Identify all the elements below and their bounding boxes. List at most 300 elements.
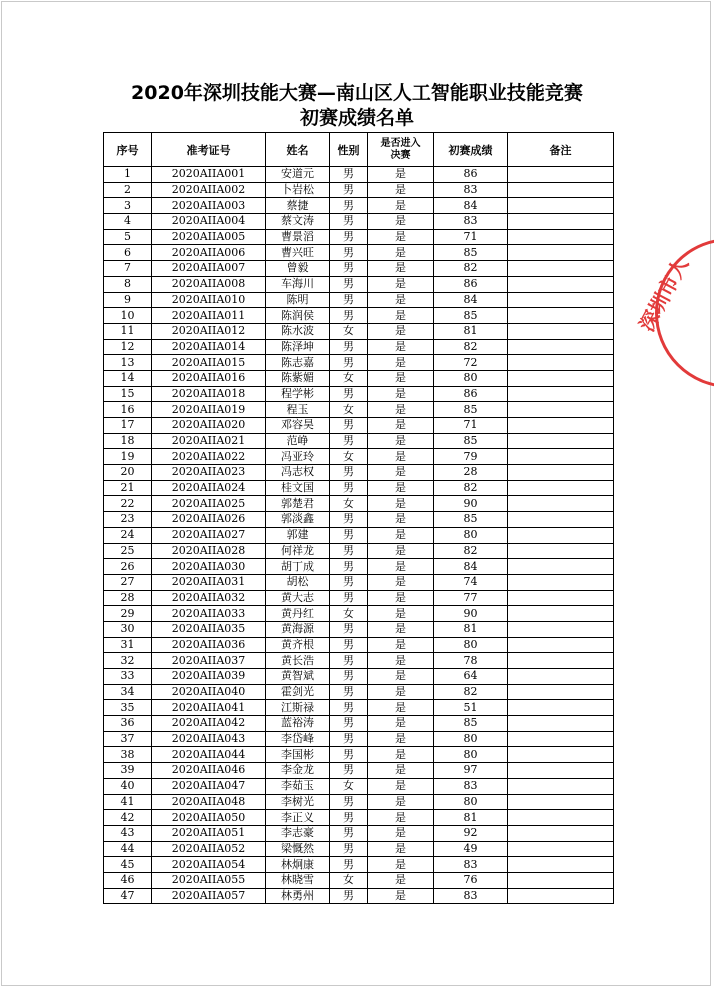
- cell-remark: [508, 543, 614, 559]
- cell-remark: [508, 182, 614, 198]
- cell-score: 49: [434, 841, 508, 857]
- cell-score: 85: [434, 716, 508, 732]
- cell-gender: 男: [330, 527, 368, 543]
- cell-gender: 女: [330, 449, 368, 465]
- cell-seq: 33: [104, 669, 152, 685]
- cell-seq: 43: [104, 825, 152, 841]
- cell-final: 是: [368, 794, 434, 810]
- cell-exam-id: 2020AIIA044: [152, 747, 266, 763]
- cell-final: 是: [368, 245, 434, 261]
- cell-name: 胡松: [266, 574, 330, 590]
- cell-score: 84: [434, 559, 508, 575]
- cell-seq: 12: [104, 339, 152, 355]
- cell-name: 陈紫媚: [266, 370, 330, 386]
- cell-score: 28: [434, 465, 508, 481]
- cell-score: 85: [434, 433, 508, 449]
- cell-exam-id: 2020AIIA040: [152, 684, 266, 700]
- cell-exam-id: 2020AIIA050: [152, 810, 266, 826]
- table-row: [104, 229, 614, 245]
- cell-seq: 10: [104, 308, 152, 324]
- cell-final: 是: [368, 214, 434, 230]
- cell-exam-id: 2020AIIA042: [152, 716, 266, 732]
- cell-final: 是: [368, 574, 434, 590]
- cell-final: 是: [368, 590, 434, 606]
- cell-exam-id: 2020AIIA047: [152, 778, 266, 794]
- cell-score: 76: [434, 872, 508, 888]
- cell-gender: 女: [330, 778, 368, 794]
- cell-final: 是: [368, 496, 434, 512]
- cell-seq: 9: [104, 292, 152, 308]
- cell-final: 是: [368, 323, 434, 339]
- cell-remark: [508, 763, 614, 779]
- cell-score: 78: [434, 653, 508, 669]
- table-row: [104, 527, 614, 543]
- cell-final: 是: [368, 621, 434, 637]
- table-row: [104, 418, 614, 434]
- cell-seq: 30: [104, 621, 152, 637]
- cell-final: 是: [368, 370, 434, 386]
- cell-exam-id: 2020AIIA008: [152, 276, 266, 292]
- cell-gender: 男: [330, 198, 368, 214]
- cell-final: 是: [368, 778, 434, 794]
- cell-seq: 4: [104, 214, 152, 230]
- cell-gender: 男: [330, 700, 368, 716]
- cell-seq: 34: [104, 684, 152, 700]
- cell-final: 是: [368, 872, 434, 888]
- cell-score: 82: [434, 543, 508, 559]
- table-row: [104, 763, 614, 779]
- cell-name: 李志豪: [266, 825, 330, 841]
- cell-seq: 25: [104, 543, 152, 559]
- cell-name: 陈润侯: [266, 308, 330, 324]
- document-subtitle: 初赛成绩名单: [299, 107, 414, 129]
- cell-exam-id: 2020AIIA023: [152, 465, 266, 481]
- cell-gender: 女: [330, 872, 368, 888]
- cell-gender: 男: [330, 276, 368, 292]
- cell-seq: 8: [104, 276, 152, 292]
- cell-remark: [508, 339, 614, 355]
- cell-exam-id: 2020AIIA016: [152, 370, 266, 386]
- table-row: [104, 825, 614, 841]
- cell-seq: 32: [104, 653, 152, 669]
- cell-gender: 男: [330, 167, 368, 183]
- table-row: [104, 747, 614, 763]
- cell-name: 桂文国: [266, 480, 330, 496]
- cell-final: 是: [368, 763, 434, 779]
- cell-name: 蔡捷: [266, 198, 330, 214]
- cell-remark: [508, 512, 614, 528]
- cell-score: 83: [434, 214, 508, 230]
- cell-exam-id: 2020AIIA033: [152, 606, 266, 622]
- cell-exam-id: 2020AIIA003: [152, 198, 266, 214]
- cell-seq: 42: [104, 810, 152, 826]
- cell-final: 是: [368, 700, 434, 716]
- cell-exam-id: 2020AIIA046: [152, 763, 266, 779]
- cell-remark: [508, 370, 614, 386]
- cell-exam-id: 2020AIIA011: [152, 308, 266, 324]
- cell-exam-id: 2020AIIA051: [152, 825, 266, 841]
- cell-seq: 46: [104, 872, 152, 888]
- cell-score: 71: [434, 418, 508, 434]
- cell-remark: [508, 308, 614, 324]
- cell-remark: [508, 276, 614, 292]
- cell-name: 蓝裕涛: [266, 716, 330, 732]
- cell-gender: 男: [330, 182, 368, 198]
- cell-final: 是: [368, 308, 434, 324]
- cell-remark: [508, 574, 614, 590]
- cell-remark: [508, 355, 614, 371]
- header-score: 初赛成绩: [434, 133, 508, 167]
- cell-name: 范峥: [266, 433, 330, 449]
- cell-gender: 男: [330, 433, 368, 449]
- cell-name: 蔡文涛: [266, 214, 330, 230]
- cell-exam-id: 2020AIIA018: [152, 386, 266, 402]
- table-row: [104, 198, 614, 214]
- cell-final: 是: [368, 261, 434, 277]
- cell-name: 李树光: [266, 794, 330, 810]
- cell-gender: 男: [330, 669, 368, 685]
- cell-seq: 26: [104, 559, 152, 575]
- cell-gender: 男: [330, 355, 368, 371]
- cell-score: 77: [434, 590, 508, 606]
- table-row: [104, 355, 614, 371]
- cell-score: 79: [434, 449, 508, 465]
- table-row: [104, 308, 614, 324]
- header-row: [104, 133, 614, 167]
- cell-gender: 男: [330, 810, 368, 826]
- cell-exam-id: 2020AIIA021: [152, 433, 266, 449]
- cell-name: 郭建: [266, 527, 330, 543]
- cell-gender: 男: [330, 480, 368, 496]
- cell-remark: [508, 700, 614, 716]
- cell-final: 是: [368, 559, 434, 575]
- table-row: [104, 480, 614, 496]
- table-row: [104, 292, 614, 308]
- table-row: [104, 449, 614, 465]
- cell-exam-id: 2020AIIA027: [152, 527, 266, 543]
- cell-exam-id: 2020AIIA010: [152, 292, 266, 308]
- cell-final: 是: [368, 669, 434, 685]
- cell-final: 是: [368, 355, 434, 371]
- cell-seq: 17: [104, 418, 152, 434]
- cell-name: 卜岩松: [266, 182, 330, 198]
- cell-score: 90: [434, 606, 508, 622]
- cell-seq: 18: [104, 433, 152, 449]
- cell-remark: [508, 888, 614, 904]
- table-row: [104, 512, 614, 528]
- cell-exam-id: 2020AIIA035: [152, 621, 266, 637]
- cell-seq: 15: [104, 386, 152, 402]
- cell-remark: [508, 872, 614, 888]
- cell-score: 85: [434, 402, 508, 418]
- cell-final: 是: [368, 512, 434, 528]
- cell-exam-id: 2020AIIA030: [152, 559, 266, 575]
- cell-gender: 男: [330, 214, 368, 230]
- table-row: [104, 841, 614, 857]
- cell-exam-id: 2020AIIA032: [152, 590, 266, 606]
- cell-exam-id: 2020AIIA031: [152, 574, 266, 590]
- cell-final: 是: [368, 527, 434, 543]
- cell-exam-id: 2020AIIA012: [152, 323, 266, 339]
- cell-name: 胡丁成: [266, 559, 330, 575]
- cell-name: 邓容昊: [266, 418, 330, 434]
- cell-name: 林勇州: [266, 888, 330, 904]
- header-name: 姓名: [266, 133, 330, 167]
- cell-remark: [508, 496, 614, 512]
- cell-gender: 男: [330, 543, 368, 559]
- cell-gender: 女: [330, 606, 368, 622]
- cell-score: 83: [434, 778, 508, 794]
- cell-exam-id: 2020AIIA015: [152, 355, 266, 371]
- cell-exam-id: 2020AIIA007: [152, 261, 266, 277]
- cell-remark: [508, 527, 614, 543]
- cell-score: 97: [434, 763, 508, 779]
- cell-seq: 31: [104, 637, 152, 653]
- cell-seq: 7: [104, 261, 152, 277]
- cell-name: 程玉: [266, 402, 330, 418]
- cell-score: 85: [434, 512, 508, 528]
- table-row: [104, 496, 614, 512]
- cell-remark: [508, 480, 614, 496]
- cell-name: 陈志嘉: [266, 355, 330, 371]
- cell-score: 64: [434, 669, 508, 685]
- cell-seq: 11: [104, 323, 152, 339]
- table-row: [104, 716, 614, 732]
- cell-seq: 3: [104, 198, 152, 214]
- cell-name: 郭淡鑫: [266, 512, 330, 528]
- table-row: [104, 574, 614, 590]
- cell-gender: 男: [330, 716, 368, 732]
- cell-final: 是: [368, 684, 434, 700]
- cell-remark: [508, 653, 614, 669]
- cell-name: 冯亚玲: [266, 449, 330, 465]
- cell-name: 曾毅: [266, 261, 330, 277]
- cell-final: 是: [368, 167, 434, 183]
- cell-score: 72: [434, 355, 508, 371]
- table-row: [104, 888, 614, 904]
- cell-gender: 男: [330, 339, 368, 355]
- cell-remark: [508, 559, 614, 575]
- cell-final: 是: [368, 637, 434, 653]
- cell-seq: 41: [104, 794, 152, 810]
- table-row: [104, 182, 614, 198]
- cell-remark: [508, 731, 614, 747]
- cell-name: 黄齐根: [266, 637, 330, 653]
- cell-final: 是: [368, 747, 434, 763]
- cell-final: 是: [368, 292, 434, 308]
- cell-remark: [508, 418, 614, 434]
- table-row: [104, 339, 614, 355]
- cell-score: 86: [434, 167, 508, 183]
- cell-seq: 38: [104, 747, 152, 763]
- cell-name: 黄丹红: [266, 606, 330, 622]
- cell-score: 83: [434, 888, 508, 904]
- cell-score: 84: [434, 292, 508, 308]
- cell-gender: 男: [330, 308, 368, 324]
- table-row: [104, 872, 614, 888]
- cell-gender: 男: [330, 731, 368, 747]
- header-exam-id: 准考证号: [152, 133, 266, 167]
- cell-name: 林晓雪: [266, 872, 330, 888]
- cell-remark: [508, 841, 614, 857]
- cell-score: 92: [434, 825, 508, 841]
- cell-remark: [508, 825, 614, 841]
- table-row: [104, 245, 614, 261]
- cell-exam-id: 2020AIIA057: [152, 888, 266, 904]
- table-row: [104, 370, 614, 386]
- cell-seq: 6: [104, 245, 152, 261]
- cell-score: 85: [434, 245, 508, 261]
- cell-exam-id: 2020AIIA055: [152, 872, 266, 888]
- cell-score: 80: [434, 747, 508, 763]
- header-gender: 性别: [330, 133, 368, 167]
- cell-seq: 39: [104, 763, 152, 779]
- cell-gender: 男: [330, 841, 368, 857]
- cell-exam-id: 2020AIIA020: [152, 418, 266, 434]
- cell-score: 86: [434, 276, 508, 292]
- cell-remark: [508, 402, 614, 418]
- cell-name: 冯志权: [266, 465, 330, 481]
- cell-gender: 男: [330, 261, 368, 277]
- cell-gender: 男: [330, 857, 368, 873]
- cell-final: 是: [368, 449, 434, 465]
- cell-name: 陈泽坤: [266, 339, 330, 355]
- table-row: [104, 857, 614, 873]
- cell-gender: 男: [330, 229, 368, 245]
- cell-final: 是: [368, 731, 434, 747]
- cell-gender: 男: [330, 465, 368, 481]
- cell-exam-id: 2020AIIA026: [152, 512, 266, 528]
- table-row: [104, 276, 614, 292]
- table-row: [104, 637, 614, 653]
- table-row: [104, 669, 614, 685]
- table-row: [104, 543, 614, 559]
- cell-seq: 14: [104, 370, 152, 386]
- cell-name: 曹兴旺: [266, 245, 330, 261]
- table-row: [104, 559, 614, 575]
- cell-exam-id: 2020AIIA004: [152, 214, 266, 230]
- cell-score: 82: [434, 261, 508, 277]
- cell-score: 84: [434, 198, 508, 214]
- seal-text: 深圳市人: [634, 253, 694, 336]
- table-row: [104, 402, 614, 418]
- header-final-line1: 是否进入: [380, 137, 421, 149]
- cell-name: 郭楚君: [266, 496, 330, 512]
- cell-exam-id: 2020AIIA024: [152, 480, 266, 496]
- cell-score: 90: [434, 496, 508, 512]
- cell-final: 是: [368, 339, 434, 355]
- cell-score: 83: [434, 857, 508, 873]
- cell-remark: [508, 857, 614, 873]
- cell-seq: 1: [104, 167, 152, 183]
- table-body: [104, 167, 614, 904]
- cell-seq: 21: [104, 480, 152, 496]
- cell-seq: 45: [104, 857, 152, 873]
- cell-seq: 47: [104, 888, 152, 904]
- cell-exam-id: 2020AIIA005: [152, 229, 266, 245]
- cell-remark: [508, 433, 614, 449]
- cell-final: 是: [368, 402, 434, 418]
- cell-name: 林炯康: [266, 857, 330, 873]
- cell-remark: [508, 198, 614, 214]
- cell-final: 是: [368, 229, 434, 245]
- cell-seq: 28: [104, 590, 152, 606]
- cell-seq: 16: [104, 402, 152, 418]
- cell-final: 是: [368, 386, 434, 402]
- cell-seq: 5: [104, 229, 152, 245]
- cell-name: 黄海源: [266, 621, 330, 637]
- cell-gender: 女: [330, 370, 368, 386]
- cell-remark: [508, 590, 614, 606]
- cell-final: 是: [368, 810, 434, 826]
- cell-score: 80: [434, 527, 508, 543]
- table-row: [104, 778, 614, 794]
- cell-remark: [508, 684, 614, 700]
- table-row: [104, 684, 614, 700]
- cell-seq: 37: [104, 731, 152, 747]
- cell-final: 是: [368, 198, 434, 214]
- cell-seq: 23: [104, 512, 152, 528]
- cell-gender: 男: [330, 684, 368, 700]
- cell-remark: [508, 637, 614, 653]
- cell-seq: 40: [104, 778, 152, 794]
- cell-gender: 男: [330, 559, 368, 575]
- cell-score: 82: [434, 684, 508, 700]
- cell-seq: 27: [104, 574, 152, 590]
- cell-final: 是: [368, 543, 434, 559]
- header-final-line2: 决赛: [390, 149, 411, 161]
- cell-score: 86: [434, 386, 508, 402]
- cell-score: 71: [434, 229, 508, 245]
- table-row: [104, 386, 614, 402]
- cell-seq: 35: [104, 700, 152, 716]
- table-row: [104, 606, 614, 622]
- cell-score: 81: [434, 621, 508, 637]
- cell-gender: 女: [330, 402, 368, 418]
- cell-seq: 13: [104, 355, 152, 371]
- cell-score: 74: [434, 574, 508, 590]
- table-row: [104, 653, 614, 669]
- cell-score: 80: [434, 731, 508, 747]
- cell-exam-id: 2020AIIA054: [152, 857, 266, 873]
- cell-seq: 44: [104, 841, 152, 857]
- cell-seq: 29: [104, 606, 152, 622]
- cell-name: 黄长浩: [266, 653, 330, 669]
- table-row: [104, 167, 614, 183]
- cell-gender: 男: [330, 292, 368, 308]
- cell-gender: 男: [330, 888, 368, 904]
- cell-name: 李金龙: [266, 763, 330, 779]
- cell-gender: 男: [330, 386, 368, 402]
- cell-gender: 女: [330, 323, 368, 339]
- cell-remark: [508, 245, 614, 261]
- cell-remark: [508, 323, 614, 339]
- cell-seq: 19: [104, 449, 152, 465]
- cell-remark: [508, 229, 614, 245]
- cell-name: 梁慨然: [266, 841, 330, 857]
- cell-remark: [508, 669, 614, 685]
- table-row: [104, 621, 614, 637]
- cell-final: 是: [368, 857, 434, 873]
- cell-final: 是: [368, 606, 434, 622]
- cell-seq: 22: [104, 496, 152, 512]
- score-table: [103, 132, 614, 904]
- cell-gender: 男: [330, 825, 368, 841]
- cell-final: 是: [368, 825, 434, 841]
- cell-gender: 男: [330, 245, 368, 261]
- cell-exam-id: 2020AIIA022: [152, 449, 266, 465]
- cell-name: 霍剑光: [266, 684, 330, 700]
